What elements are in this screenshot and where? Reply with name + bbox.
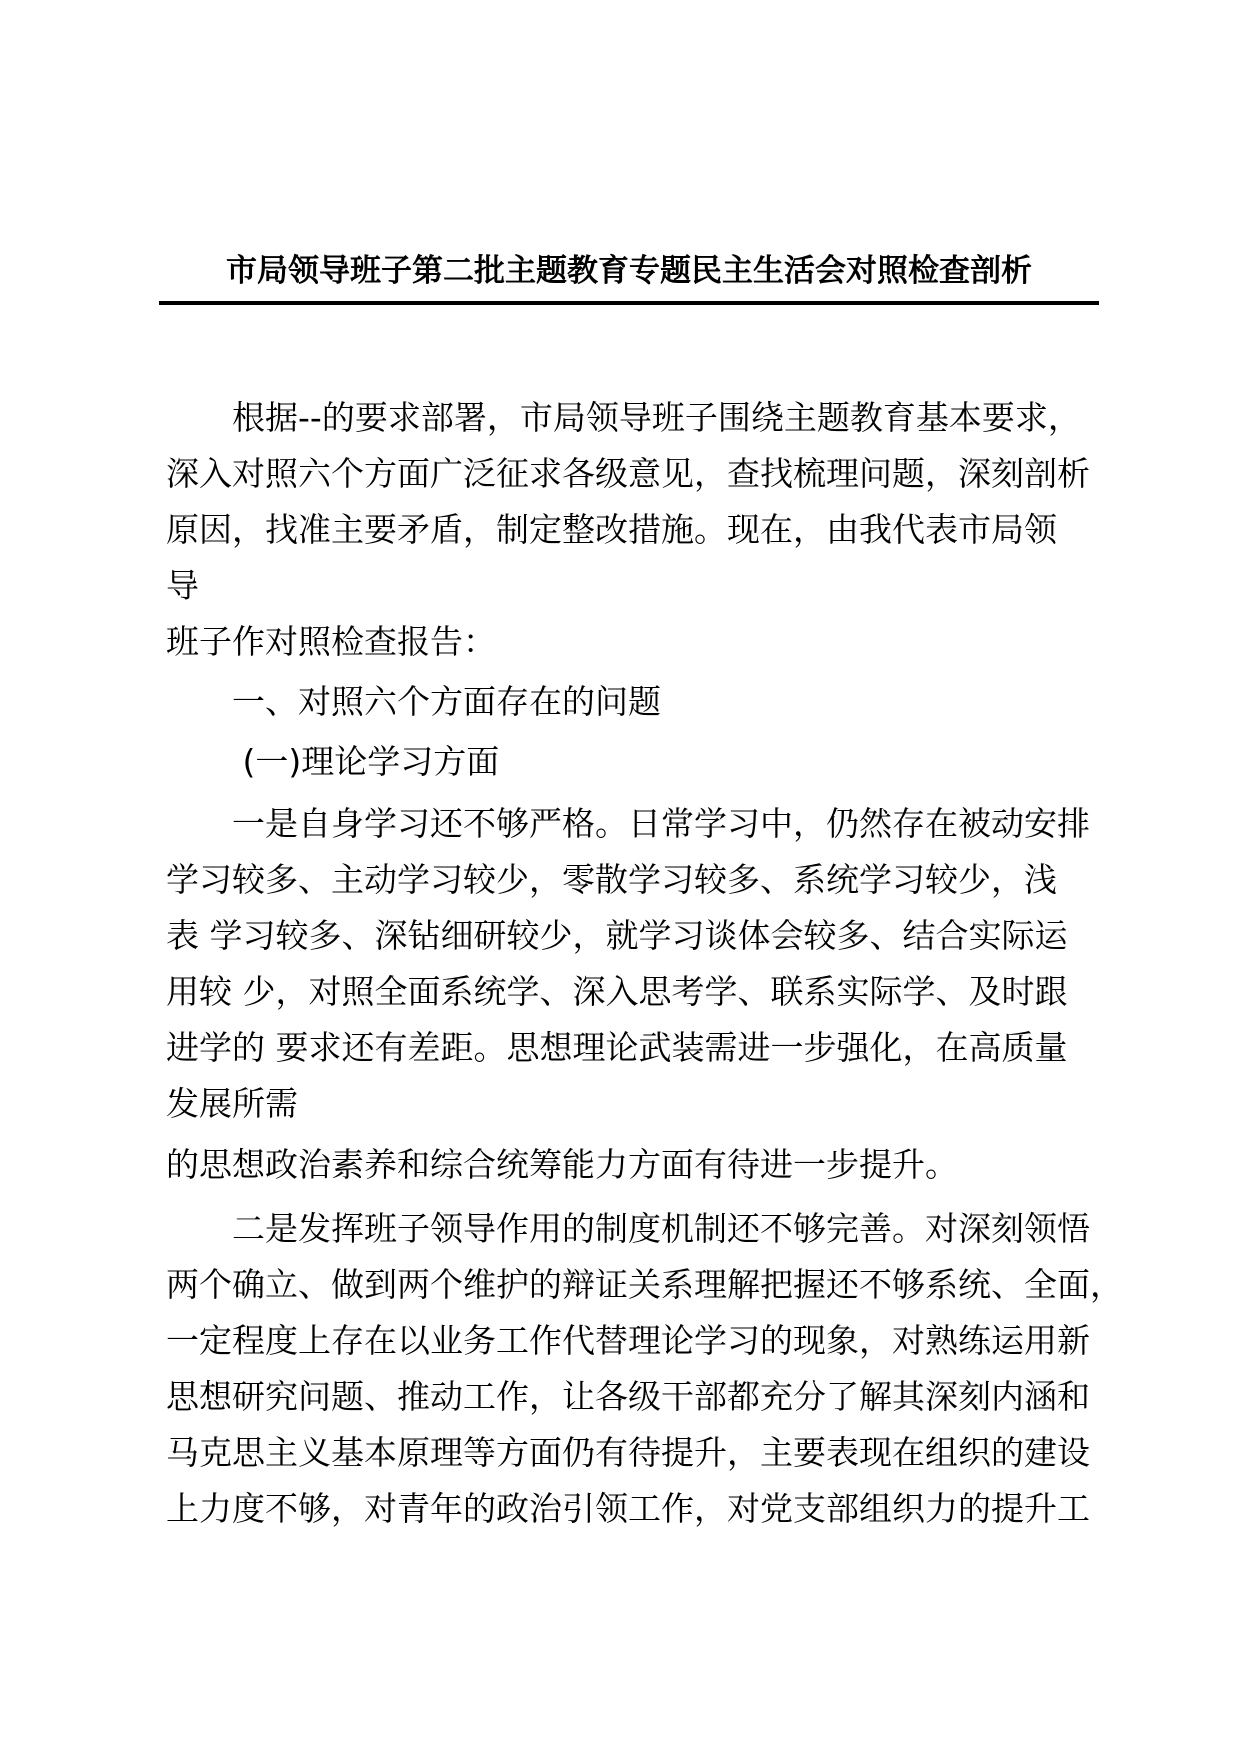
body-line: 根据--的要求部署，市局领导班子围绕主题教育基本要求， (166, 398, 1081, 437)
body-line: 用较 少，对照全面系统学、深入思考学、联系实际学、及时跟 (166, 972, 1068, 1011)
body-line: 的思想政治素养和综合统筹能力方面有待进一步提升。 (166, 1145, 958, 1184)
title-underline (159, 301, 1099, 305)
section-heading: 一、对照六个方面存在的问题 (166, 682, 661, 721)
body-line: 一是自身学习还不够严格。日常学习中，仍然存在被动安排 (166, 804, 1090, 843)
body-line: 进学的 要求还有差距。思想理论武装需进一步强化，在高质量 (166, 1028, 1068, 1067)
body-line: 二是发挥班子领导作用的制度机制还不够完善。对深刻领悟 (166, 1209, 1090, 1248)
document-title: 市局领导班子第二批主题教育专题民主生活会对照检查剖析 (226, 253, 1032, 289)
body-line: 导 (166, 566, 199, 605)
body-line: 原因，找准主要矛盾，制定整改措施。现在，由我代表市局领 (166, 510, 1057, 549)
body-line: 马克思主义基本原理等方面仍有待提升，主要表现在组织的建设 (166, 1433, 1090, 1472)
body-line: 深入对照六个方面广泛征求各级意见，查找梳理问题，深刻剖析 (166, 454, 1090, 493)
body-line: 思想研究问题、推动工作，让各级干部都充分了解其深刻内涵和 (166, 1377, 1090, 1416)
body-line: 学习较多、主动学习较少，零散学习较多、系统学习较少，浅 (166, 860, 1057, 899)
body-line: 两个确立、做到两个维护的辩证关系理解把握还不够系统、全面， (166, 1265, 1123, 1304)
body-line: 表 学习较多、深钻细研较少，就学习谈体会较多、结合实际运 (166, 916, 1068, 955)
body-line: 班子作对照检查报告： (166, 622, 496, 661)
subsection-heading: (一)理论学习方面 (166, 742, 500, 781)
body-line: 发展所需 (166, 1084, 298, 1123)
body-line: 一定程度上存在以业务工作代替理论学习的现象，对熟练运用新 (166, 1321, 1090, 1360)
body-line: 上力度不够，对青年的政治引领工作，对党支部组织力的提升工 (166, 1489, 1090, 1528)
